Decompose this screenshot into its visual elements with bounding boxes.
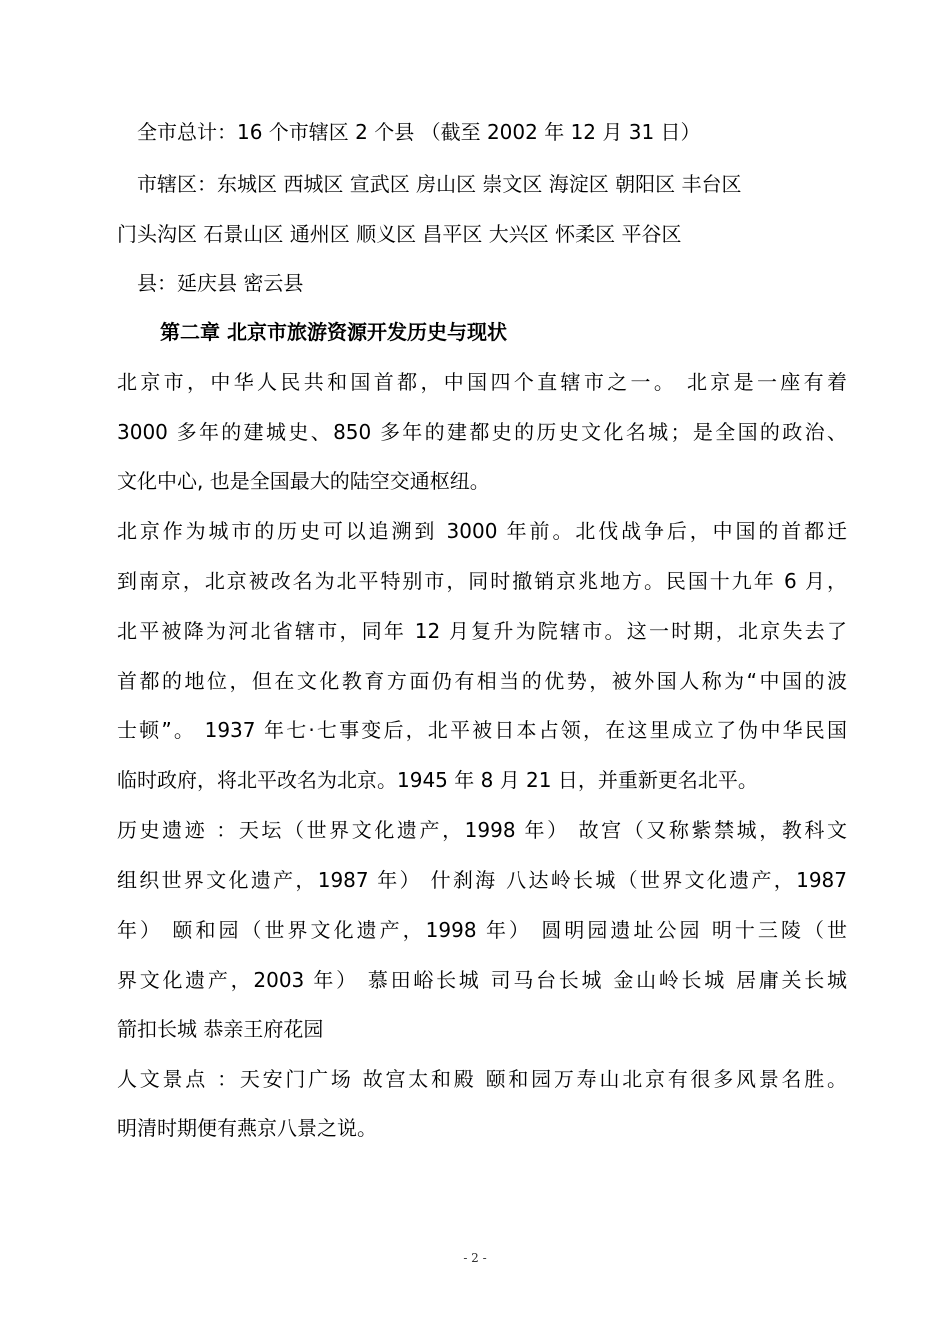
chapter-title: 第二章 北京市旅游资源开发历史与现状 (160, 320, 507, 344)
history-line: 北京作为城市的历史可以追溯到 3000 年前。北伐战争后，中国的首都迁 (117, 519, 847, 543)
heritage-line: 界文化遗产，2003 年） 慕田峪长城 司马台长城 金山岭长城 居庸关长城 (117, 968, 847, 992)
admin-districts-line-2: 门头沟区 石景山区 通州区 顺义区 昌平区 大兴区 怀柔区 平谷区 (117, 222, 682, 246)
admin-districts-line-1: 市辖区：东城区 西城区 宣武区 房山区 崇文区 海淀区 朝阳区 丰台区 (137, 172, 742, 196)
heritage-line: 历史遗迹 ：天坛（世界文化遗产，1998 年） 故宫（又称紫禁城，教科文 (117, 818, 847, 842)
page-number: - 2 - (463, 1251, 487, 1265)
heritage-line: 箭扣长城 恭亲王府花园 (117, 1017, 324, 1041)
history-line: 到南京，北京被改名为北平特别市，同时撤销京兆地方。民国十九年 6 月， (117, 569, 847, 593)
history-line: 临时政府，将北平改名为北京。1945 年 8 月 21 日，并重新更名北平。 (117, 768, 758, 792)
intro-line: 北京市，中华人民共和国首都，中国四个直辖市之一。 北京是一座有着 (117, 370, 847, 394)
heritage-line: 年） 颐和园（世界文化遗产，1998 年） 圆明园遗址公园 明十三陵（世 (117, 918, 847, 942)
scenic-line: 人文景点 ：天安门广场 故宫太和殿 颐和园万寿山北京有很多风景名胜。 (117, 1067, 847, 1091)
admin-total: 全市总计：16 个市辖区 2 个县 （截至 2002 年 12 月 31 日） (137, 120, 701, 144)
admin-counties: 县：延庆县 密云县 (137, 271, 304, 295)
scenic-line: 明清时期便有燕京八景之说。 (117, 1116, 377, 1140)
heritage-line: 组织世界文化遗产，1987 年） 什刹海 八达岭长城（世界文化遗产，1987 (117, 868, 847, 892)
history-line: 北平被降为河北省辖市，同年 12 月复升为院辖市。这一时期，北京失去了 (117, 619, 847, 643)
history-line: 士顿”。 1937 年七·七事变后，北平被日本占领，在这里成立了伪中华民国 (117, 718, 847, 742)
history-line: 首都的地位，但在文化教育方面仍有相当的优势，被外国人称为“中国的波 (117, 669, 847, 693)
intro-line: 3000 多年的建城史、850 多年的建都史的历史文化名城；是全国的政治、 (117, 420, 847, 444)
intro-line: 文化中心, 也是全国最大的陆空交通枢纽。 (117, 469, 490, 493)
